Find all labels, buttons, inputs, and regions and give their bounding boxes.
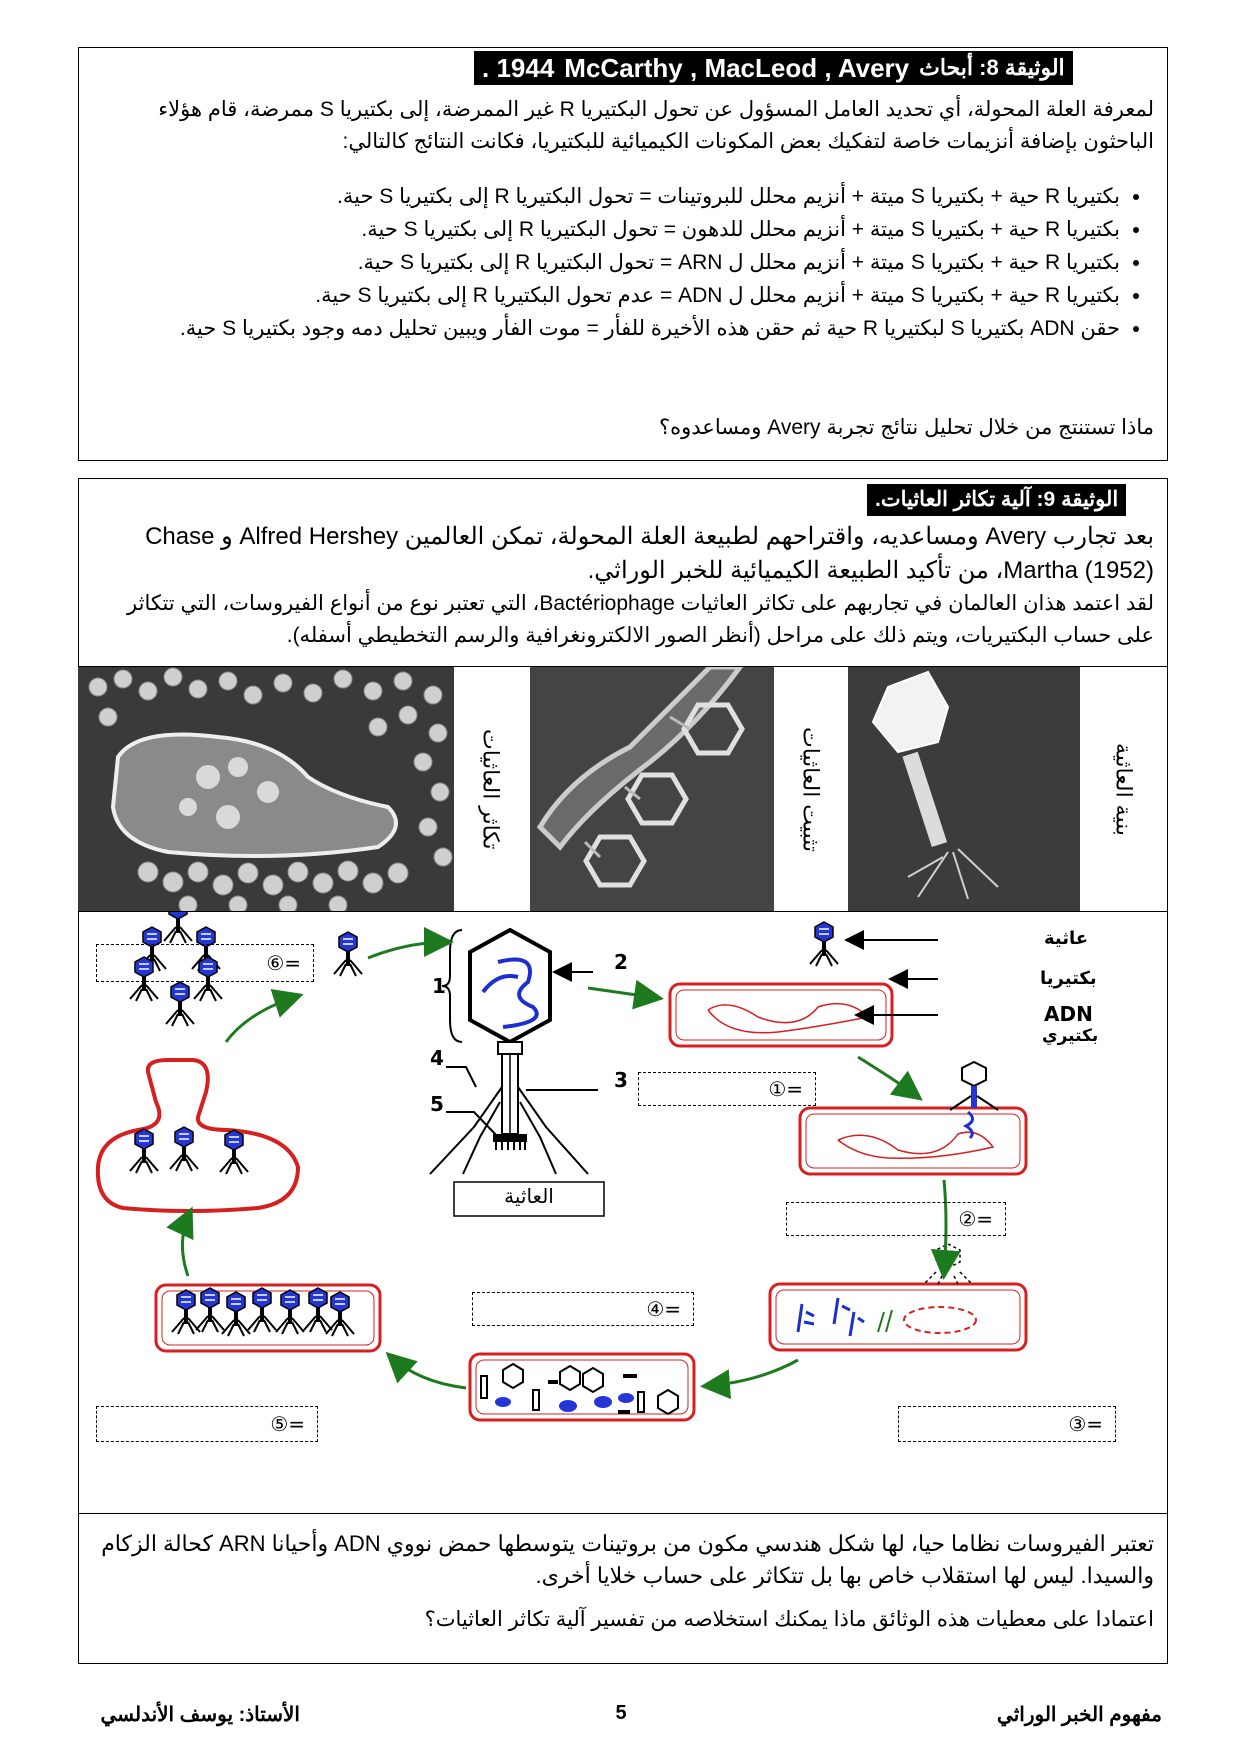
phage-reproduction-photo xyxy=(78,667,454,911)
legend-phage: عاثية xyxy=(1044,928,1089,949)
part-number-5: 5 xyxy=(430,1092,444,1116)
answer-blank-3[interactable]: ③= xyxy=(898,1406,1116,1442)
footer-page-number: 5 xyxy=(615,1702,627,1724)
doc8-bullet: • حقن ADN بكتيريا S لبكتيريا R حية ثم حقن هذه الأخيرة للفأر = موت الفأر ويبين تحليل دمه وجود بكتيريا S حية. xyxy=(140,312,1120,345)
stage-maturation xyxy=(156,1285,380,1351)
stage-attachment xyxy=(670,922,938,1046)
doc8-title xyxy=(474,51,1073,85)
label-phage-attachment: تثبيت العاثيات xyxy=(797,726,823,852)
answer-blank-1[interactable]: ①= xyxy=(638,1072,816,1106)
doc8-question: ماذا تستنتج من خلال تحليل نتائج تجربة Avery ومساعدوه؟ xyxy=(658,416,1154,439)
phage-caption: العاثية xyxy=(504,1184,554,1208)
part-number-3: 3 xyxy=(614,1068,628,1092)
answer-blank-4[interactable]: ④= xyxy=(472,1292,694,1326)
diagram-area xyxy=(78,912,1168,1514)
phage-schematic xyxy=(430,930,604,1216)
part-number-1: 1 xyxy=(432,974,446,998)
doc9-title: الوثيقة 9: آلية تكاثر العاثيات. xyxy=(867,484,1126,516)
label-phage-structure: بنية العاثية xyxy=(1110,742,1136,836)
doc8-title-label: الوثيقة 8: أبحاث xyxy=(919,55,1065,80)
answer-blank-6[interactable]: ⑥= xyxy=(96,944,314,982)
legend-adn-sub: بكتيري xyxy=(1042,1026,1099,1046)
legend-adn: ADN xyxy=(1044,1002,1093,1026)
doc8-bullet: • بكتيريا R حية + بكتيريا S ميتة + أنزيم محلل ل ARN = تحول البكتيريا R إلى بكتيريا S حية. xyxy=(140,246,1120,279)
answer-blank-5[interactable]: ⑤= xyxy=(96,1406,318,1442)
stage-assembly xyxy=(470,1354,694,1420)
answer-blank-2[interactable]: ②= xyxy=(786,1202,1006,1236)
label-phage-reproduction: تكاثر العاثيات xyxy=(477,728,503,850)
phage-attachment-photo xyxy=(530,667,774,911)
doc8-title-year: 1944 . xyxy=(482,53,555,83)
doc9-intro-2: لقد اعتمد هذان العالمان في تجاربهم على تكاثر العاثيات Bactériophage، التي تعتبر نوع من أنواع الفيروسات، التي تتكاثر على حساب البكتيريات، ويتم ذلك على مراحل (أنظر الصور الالكترونغرافية والرسم التخطيطي أسفله). xyxy=(127,592,1154,647)
footer-subject: مفهوم الخبر الوراثي xyxy=(997,1704,1162,1726)
doc8-bullet: • بكتيريا R حية + بكتيريا S ميتة + أنزيم محلل للبروتينات = تحول البكتيريا R إلى بكتيريا S حية. xyxy=(140,180,1120,213)
photo-strip xyxy=(78,666,1168,912)
doc8-intro: لمعرفة العلة المحولة، أي تحديد العامل المسؤول عن تحول البكتيريا R غير الممرضة، إلى بكتيريا S ممرضة، قام هؤلاء الباحثون بإضافة أنزيمات خاصة لتفكيك بعض المكونات الكيميائية للبكتيريا، فكانت النتائج كالتالي: xyxy=(158,98,1154,153)
legend-bacteria: بكتيريا xyxy=(1040,968,1097,989)
doc9-intro-1: بعد تجارب Avery ومساعديه، واقتراحهم لطبيعة العلة المحولة، تمكن العالمين Alfred Hershey و Chase Martha (1952)، من تأكيد الطبيعة الكيميائية للخبر الوراثي. xyxy=(145,523,1154,584)
footer-teacher: الأستاذ: يوسف الأندلسي xyxy=(100,1704,300,1726)
doc8-bullet-list xyxy=(140,180,1154,345)
part-number-2: 2 xyxy=(614,950,628,974)
doc8-bullet: • بكتيريا R حية + بكتيريا S ميتة + أنزيم محلل للدهون = تحول البكتيريا R إلى بكتيريا S حية. xyxy=(140,213,1120,246)
doc9-question: اعتمادا على معطيات هذه الوثائق ماذا يمكنك استخلاصه من تفسير آلية تكاثر العاثيات؟ xyxy=(424,1608,1154,1631)
phage-structure-photo xyxy=(848,667,1080,911)
doc8-bullet: • بكتيريا R حية + بكتيريا S ميتة + أنزيم محلل ل ADN = عدم تحول البكتيريا R إلى بكتيريا S حية. xyxy=(140,279,1120,312)
stage-injection xyxy=(800,1062,1026,1174)
part-number-4: 4 xyxy=(430,1046,444,1070)
doc8-title-names: McCarthy , MacLeod , Avery xyxy=(564,53,910,83)
doc9-conclusion: تعتبر الفيروسات نظاما حيا، لها شكل هندسي مكون من بروتينات يتوسطها حمض نووي ADN وأحيانا ARN كحالة الزكام والسيدا. ليس لها استقلاب خاص بها بل تتكاثر على حساب خلايا أخرى. xyxy=(101,1531,1154,1588)
stage-synthesis xyxy=(770,1244,1026,1350)
